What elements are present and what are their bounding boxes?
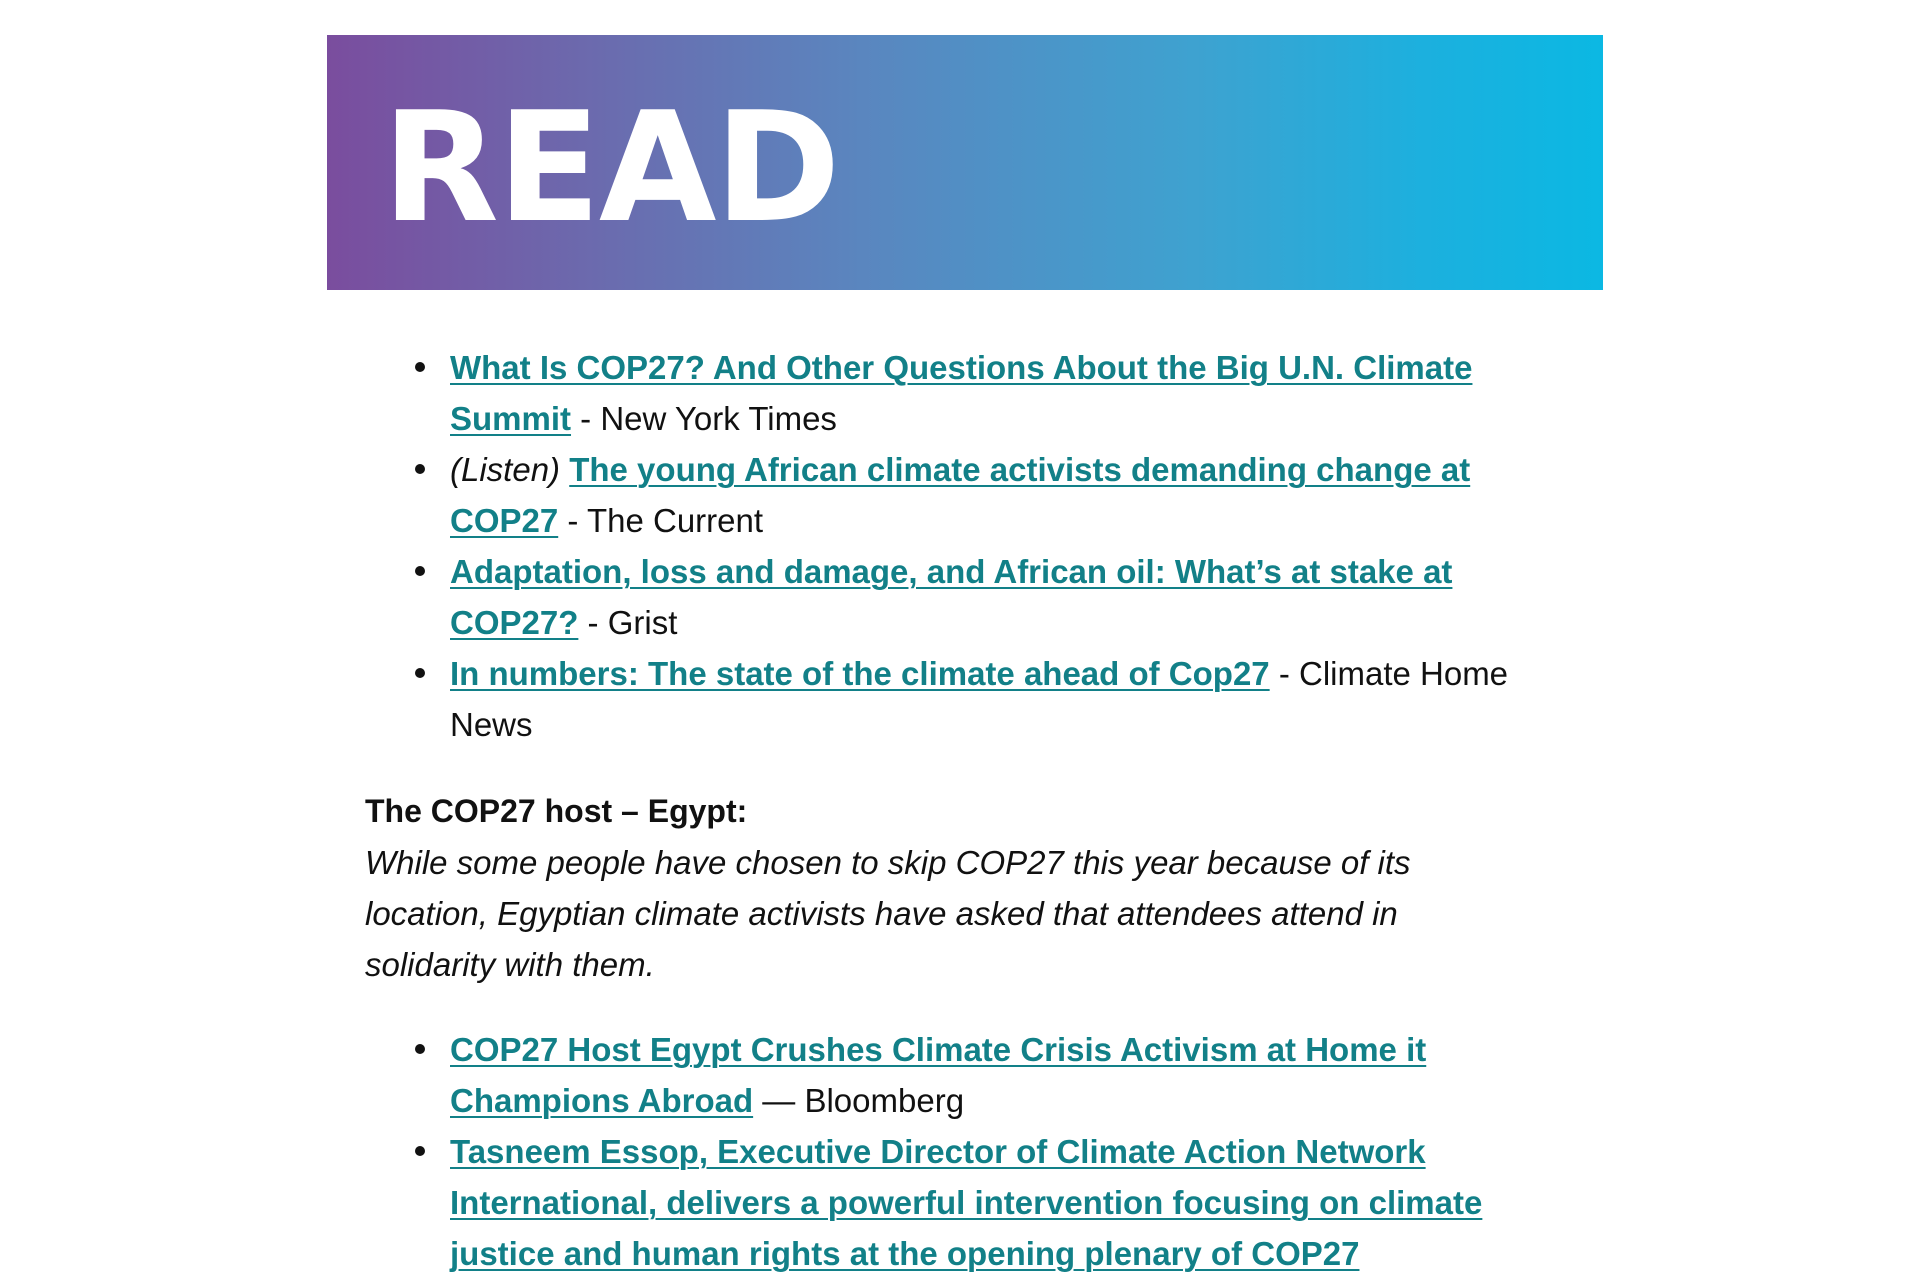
article-source: — Bloomberg <box>753 1082 965 1119</box>
list-item <box>365 342 1555 444</box>
section-heading: The COP27 host – Egypt: <box>365 793 748 829</box>
article-link[interactable]: What Is COP27? And Other Questions About the Big U.N. Climate Summit <box>450 349 1473 437</box>
article-link[interactable]: Adaptation, loss and damage, and African oil: What’s at stake at COP27? <box>450 553 1453 641</box>
list-item <box>365 1126 1555 1279</box>
section-intro: While some people have chosen to skip COP27 this year because of its location, Egyptian climate activists have asked that attendees attend in solidarity with them. <box>365 844 1411 983</box>
list-item <box>365 1024 1555 1126</box>
article-link[interactable]: The young African climate activists demanding change at COP27 <box>450 451 1471 539</box>
list-item <box>365 546 1555 648</box>
article-source: - Grist <box>578 604 678 641</box>
article-source: - The Current <box>558 502 764 539</box>
article-link[interactable]: COP27 Host Egypt Crushes Climate Crisis Activism at Home it Champions Abroad <box>450 1031 1427 1119</box>
article-link[interactable]: Tasneem Essop, Executive Director of Climate Action Network International, delivers a powerful intervention focusing on climate justice and human rights at the opening plenary of COP27 <box>450 1133 1483 1272</box>
list-item <box>365 444 1555 546</box>
item-prefix: (Listen) <box>450 451 570 488</box>
read-banner <box>327 35 1603 290</box>
article-source: - Climate Home News <box>450 655 1509 743</box>
article-source: - New York Times <box>571 400 837 437</box>
article-link[interactable]: In numbers: The state of the climate ahead of Cop27 <box>450 655 1270 692</box>
banner-title: READ <box>382 79 839 256</box>
list-item <box>365 648 1555 750</box>
cop27-reading-list <box>365 342 1555 750</box>
egypt-reading-list <box>365 1024 1555 1279</box>
